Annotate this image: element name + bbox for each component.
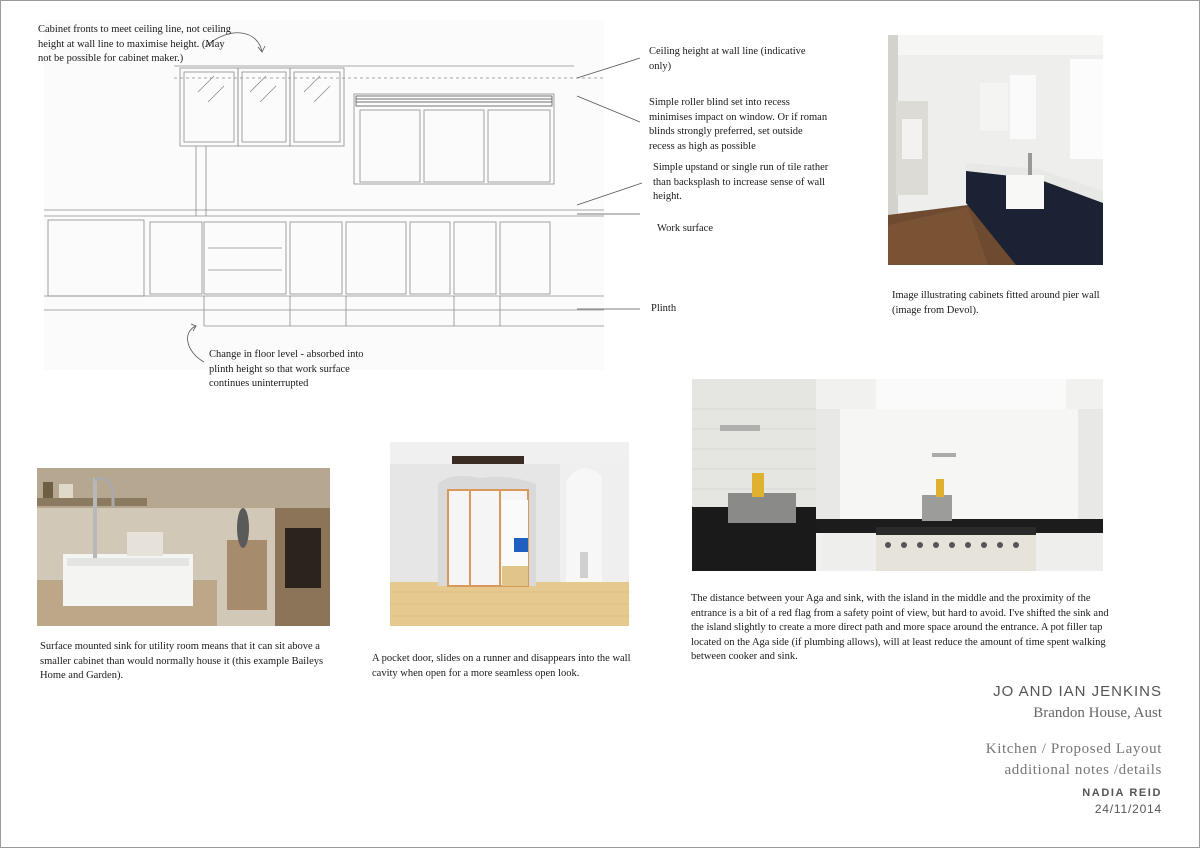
note-work-surface: Work surface — [657, 223, 714, 234]
client-name: JO AND IAN JENKINS — [993, 683, 1162, 700]
note-floor-level: Change in floor level - absorbed into plinth height so that work surface continues uninterrupted — [209, 349, 364, 389]
kitchen-elevation-sketch — [44, 20, 604, 370]
note-cabinet-fronts: Cabinet fronts to meet ceiling line, not ceiling height at wall line to maximise height. (May not be possible for cabinet maker.) — [38, 24, 232, 64]
aga-cooker-photo — [692, 379, 1103, 571]
sink-photo — [37, 468, 330, 626]
designer-name: NADIA REID — [1082, 787, 1162, 799]
note-upstand: Simple upstand or single run of tile rather than backsplash to increase sense of wall height. — [653, 162, 829, 202]
pocket-door-render — [390, 442, 629, 626]
drawing-title: Kitchen / Proposed Layout — [985, 741, 1162, 757]
project-address: Brandon House, Aust — [1033, 705, 1162, 721]
sink-caption: Surface mounted sink for utility room means that it can sit above a smaller cabinet than would normally house it (this example Baileys Home and Garden). — [40, 641, 324, 681]
note-roller-blind: Simple roller blind set into recess minimises impact on window. Or if roman blinds strongly preferred, set outside recess as high as possible — [649, 97, 828, 152]
pocket-door-caption: A pocket door, slides on a runner and disappears into the wall cavity when open for a more seamless open look. — [372, 653, 631, 679]
devol-caption: Image illustrating cabinets fitted around pier wall (image from Devol). — [892, 290, 1100, 316]
note-ceiling-height: Ceiling height at wall line (indicative only) — [649, 46, 806, 72]
aga-caption: The distance between your Aga and sink, with the island in the middle and the proximity of the entrance is a bit of a red flag from a safety point of view, but hard to avoid. I've shifted the sink and the island slightly to create a more direct path and more space around the entrance. A pot filler tap located on the Aga side (if plumbing allows), will at least reduce the amount of time spent walking between cooker and sink. — [691, 593, 1109, 662]
drawing-subtitle: additional notes /details — [1004, 762, 1162, 778]
note-plinth: Plinth — [651, 303, 677, 314]
devol-kitchen-photo — [888, 35, 1103, 265]
drawing-date: 24/11/2014 — [1094, 802, 1162, 816]
